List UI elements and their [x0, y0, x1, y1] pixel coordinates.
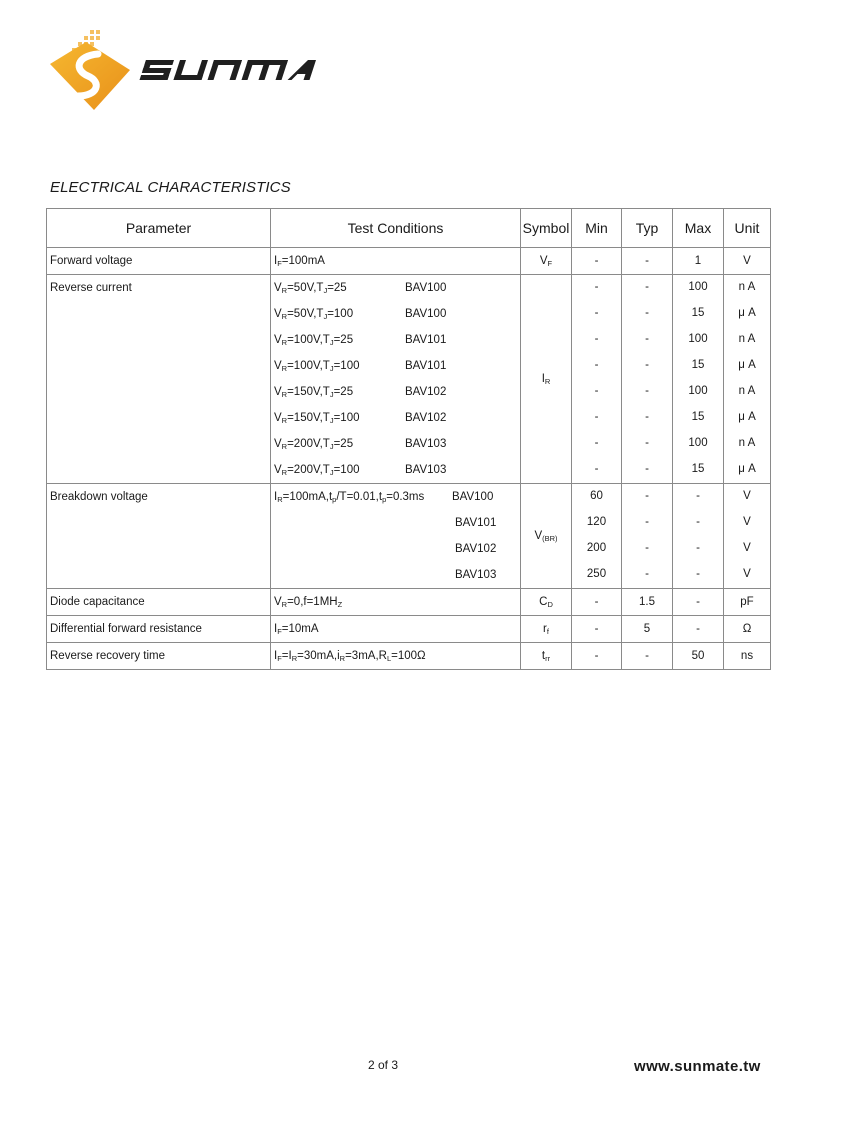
cond-diode-capacitance: $V_R=0,f=1MH_Z$: [274, 596, 343, 609]
param-differential-resistance: Differential forward resistance: [50, 623, 202, 635]
section-title: ELECTRICAL CHARACTERISTICS: [50, 179, 291, 196]
symbol-ir: $I_R$: [521, 275, 572, 484]
min-value: -: [594, 596, 599, 608]
typ-value: 1.5: [639, 596, 655, 608]
typ-column: - - - -: [622, 484, 673, 589]
typ-value: -: [645, 650, 649, 662]
min-value: -: [594, 623, 599, 635]
typ-value: -: [645, 255, 649, 267]
max-value: -: [696, 623, 700, 635]
unit-value: pF: [740, 596, 754, 608]
table-row: [47, 484, 771, 589]
unit-value: ns: [740, 650, 754, 662]
table-row: [47, 616, 771, 643]
unit-column: n A μ A n A μ A n A μ A n A μ A: [724, 275, 771, 484]
param-recovery-time: Reverse recovery time: [50, 650, 166, 662]
min-value: -: [594, 255, 599, 267]
table-header-row: [47, 209, 771, 248]
header-parameter: Parameter: [47, 209, 271, 248]
max-value: 50: [691, 650, 705, 662]
sunmate-logo: [46, 26, 316, 116]
symbol-cd: $C_D$: [539, 596, 553, 609]
max-value: 1: [694, 255, 702, 267]
cond-breakdown-voltage: $I_R=100mA,t_p/T=0.01,t_p=0.3ms$ BAV100 BAV101 BAV102 BAV103: [274, 491, 497, 581]
cond-differential-resistance: $I_F=10mA$: [274, 623, 319, 636]
param-reverse-current: Reverse current: [50, 282, 132, 294]
min-column: 60 120 200 250: [572, 484, 622, 589]
table-row: [47, 275, 771, 484]
param-breakdown-voltage: Breakdown voltage: [50, 491, 148, 503]
cond-reverse-current: $V_R=50V,T_J=25$ BAV100 $V_R=50V,T_J=100$ BAV100 $V_R=100V,T_J=25$ BAV101 $V_R=100V,T_J=100$ BAV101 $V_R=150V,T_J=25$ BAV102 $V_R=150V,T_J=100$ BAV102 $V_R=200V,T_J=25$ BAV103 $V_R=200V,T_J=100$ BAV103: [274, 282, 447, 477]
min-value: -: [594, 650, 599, 662]
unit-column: V V V V: [724, 484, 771, 589]
table-row: [47, 589, 771, 616]
symbol-rf: $r_f$: [543, 623, 549, 636]
param-diode-capacitance: Diode capacitance: [50, 596, 145, 608]
header-min: Min: [572, 209, 622, 248]
unit-value: V: [743, 255, 751, 267]
max-column: - - - -: [673, 484, 724, 589]
table-row: [47, 248, 771, 275]
cond-recovery-time: $I_F=I_R=30mA,i_R=3mA,R_L=100\Omega$: [274, 650, 426, 663]
website-link[interactable]: www.sunmate.tw: [634, 1058, 761, 1075]
max-value: -: [696, 596, 700, 608]
header-unit: Unit: [724, 209, 771, 248]
header-symbol: Symbol: [521, 209, 572, 248]
table-row: [47, 643, 771, 670]
min-column: - - - - - - - -: [572, 275, 622, 484]
cond-forward-voltage: $I_F=100mA$: [274, 255, 325, 268]
header-typ: Typ: [622, 209, 673, 248]
symbol-vf: $V_F$: [539, 255, 553, 268]
param-forward-voltage: Forward voltage: [50, 255, 133, 267]
header-test-conditions: Test Conditions: [271, 209, 521, 248]
page-number: 2 of 3: [368, 1058, 399, 1072]
symbol-vbr: $V_{(BR)}$: [521, 484, 572, 589]
header-max: Max: [673, 209, 724, 248]
typ-value: 5: [643, 623, 651, 635]
typ-column: - - - - - - - -: [622, 275, 673, 484]
max-column: 100 15 100 15 100 15 100 15: [673, 275, 724, 484]
unit-value: Ω: [742, 623, 752, 635]
electrical-characteristics-table: [46, 208, 771, 670]
symbol-trr: $t_{rr}$: [541, 650, 551, 663]
